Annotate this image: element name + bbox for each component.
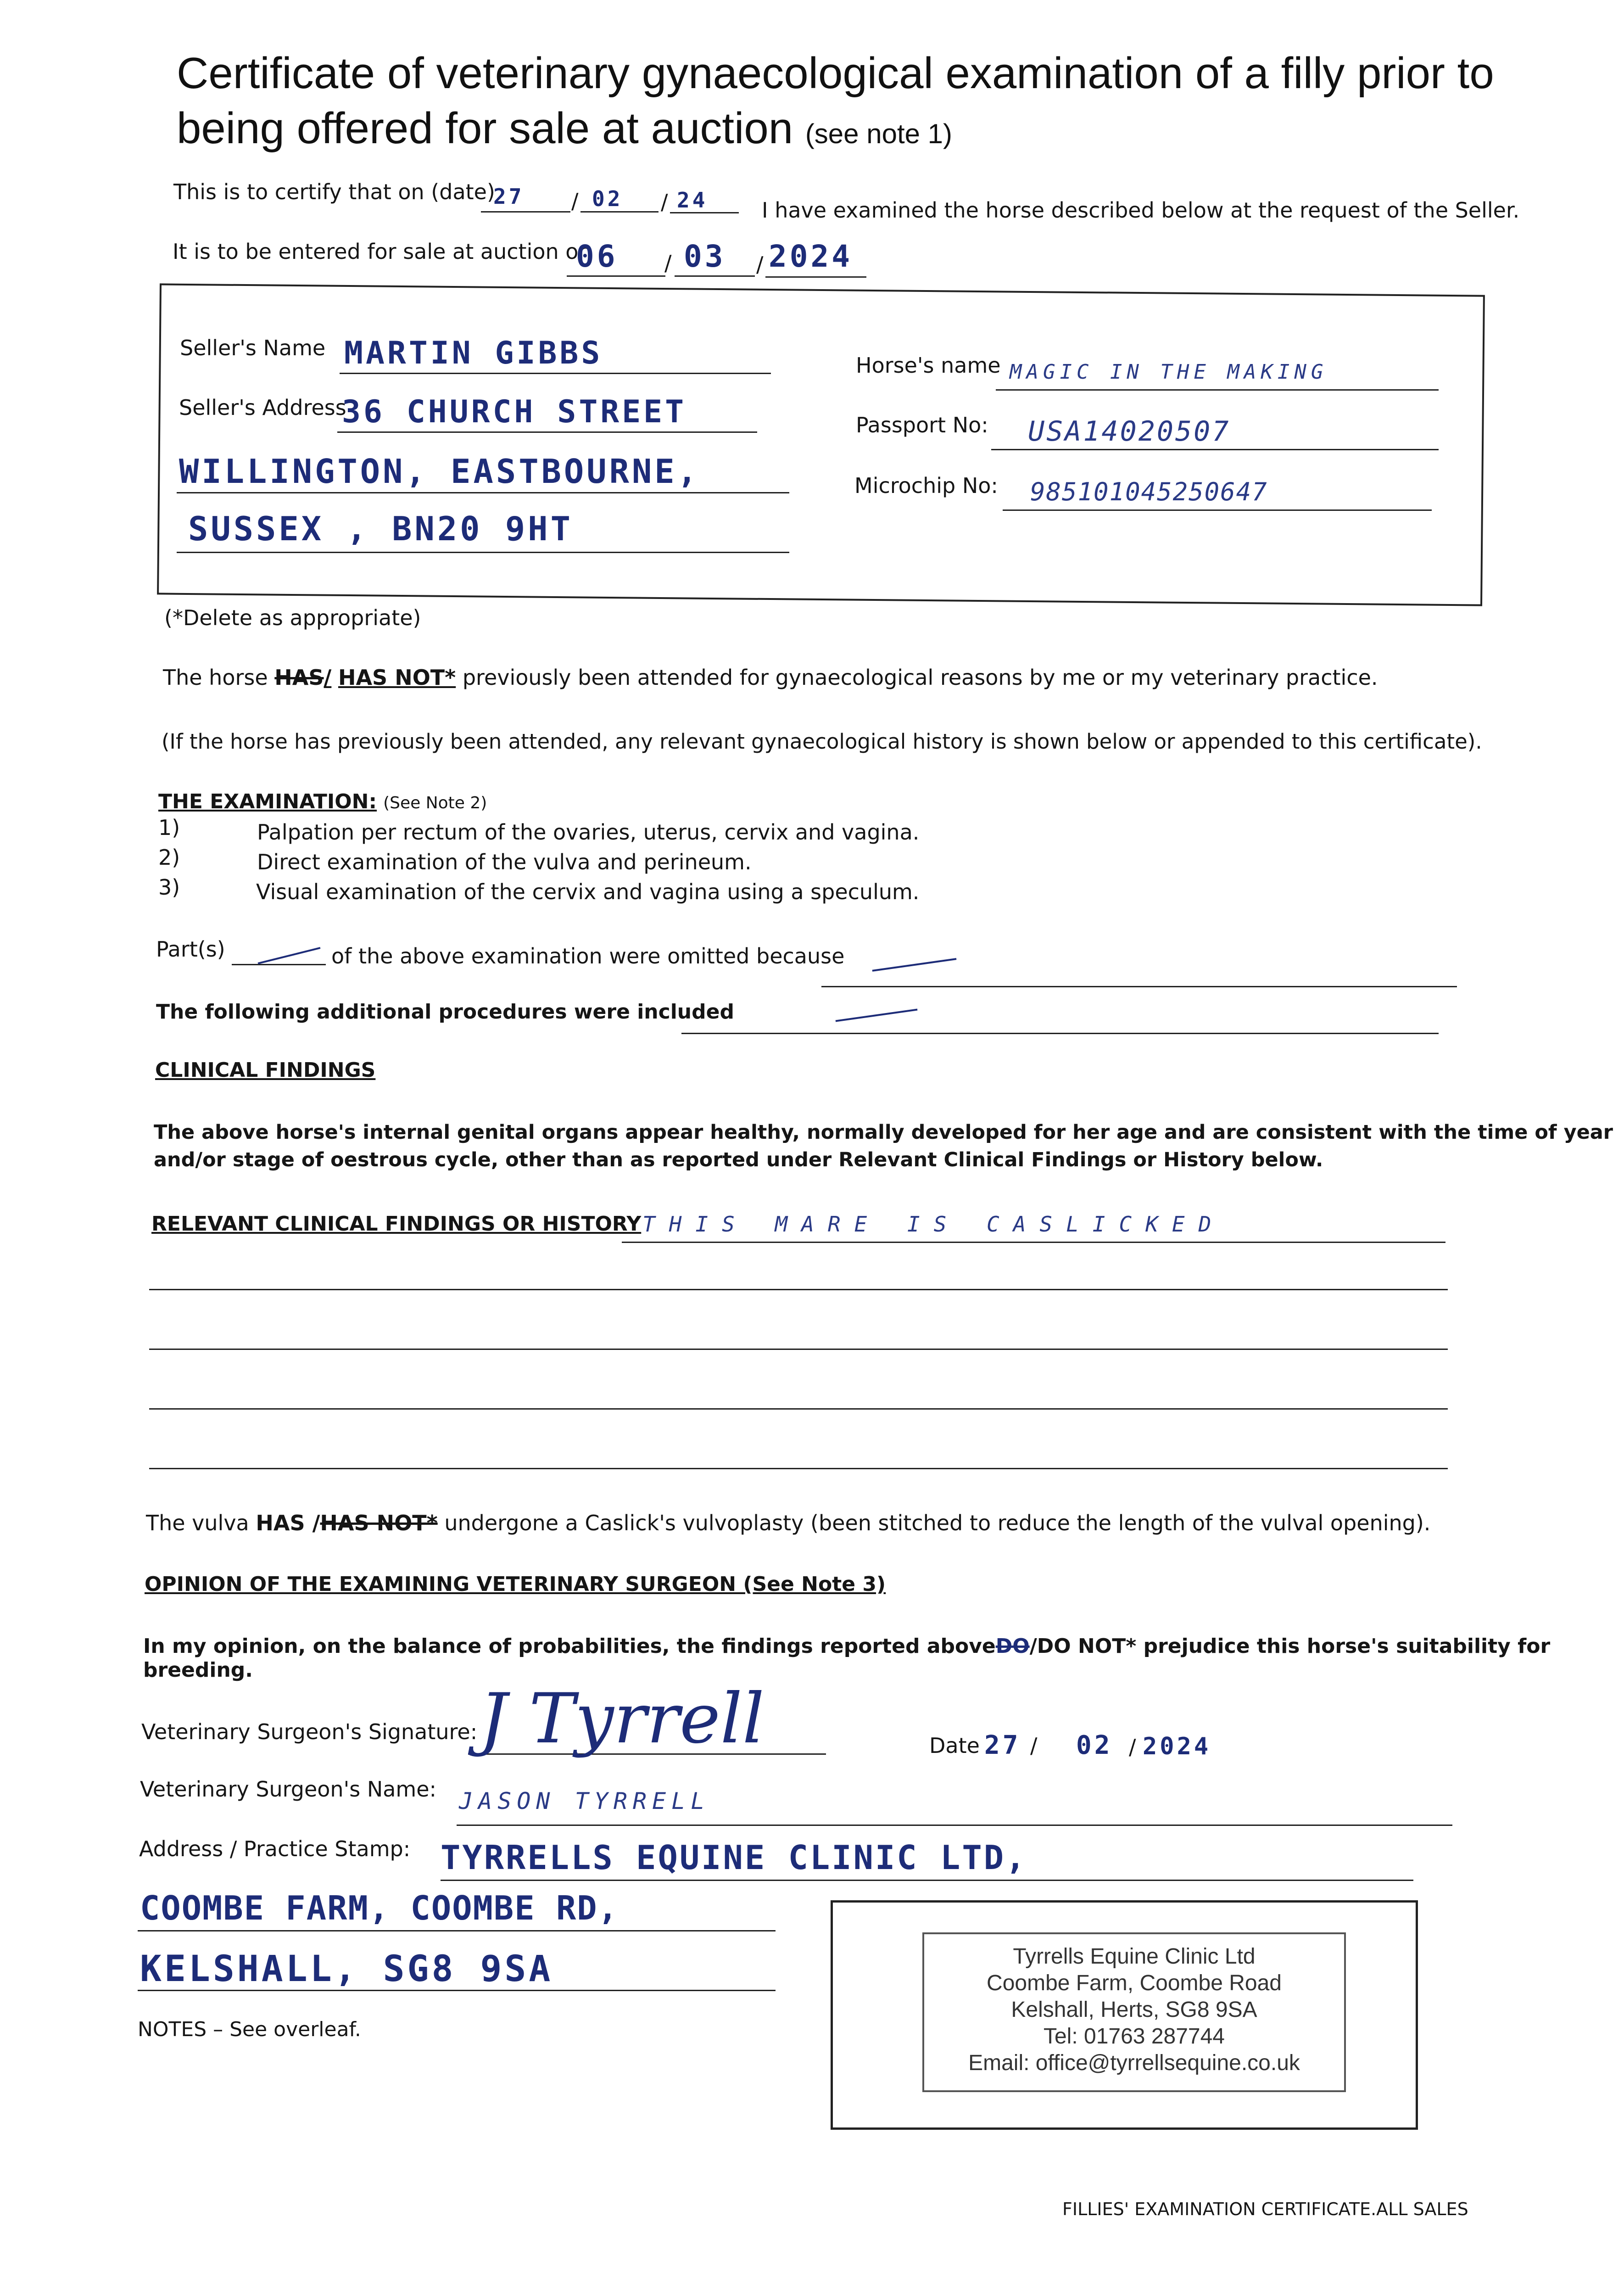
- exam-item-1-text: Palpation per rectum of the ovaries, uterus, cervix and vagina.: [257, 820, 920, 845]
- stamp-line-5: Email: office@tyrrellsequine.co.uk: [968, 2051, 1300, 2075]
- seller-address-line-1: 36 CHURCH STREET: [342, 394, 687, 430]
- attended-has-not: HAS NOT*: [338, 665, 456, 690]
- auction-prefix: It is to be entered for sale at auction on: [173, 239, 592, 264]
- attended-prefix: The horse: [163, 665, 268, 690]
- exam-item-2-num: 2): [158, 845, 180, 870]
- practice-line-1: TYRRELLS EQUINE CLINIC LTD,: [441, 1838, 1027, 1877]
- opinion-prefix: In my opinion, on the balance of probabilities, the findings reported above: [143, 1634, 996, 1658]
- vulva-line: [146, 1510, 1430, 1536]
- horse-name-value: MAGIC IN THE MAKING: [1010, 360, 1328, 384]
- examination-heading: THE EXAMINATION:: [158, 790, 377, 813]
- delete-note: (*Delete as appropriate): [164, 605, 421, 630]
- sign-date-sep-1: /: [1030, 1733, 1038, 1758]
- opinion-line-1: [143, 1634, 1550, 1659]
- history-note: (If the horse has previously been attended, any relevant gynaecological history is shown below or appended to this certificate).: [162, 729, 1482, 754]
- seller-name-label: Seller's Name: [180, 336, 326, 360]
- relevant-line-5: [149, 1468, 1448, 1469]
- vulva-has-not: HAS NOT*: [320, 1511, 438, 1535]
- horse-name-label: Horse's name: [856, 353, 1001, 378]
- sign-date-year: 2024: [1143, 1733, 1211, 1760]
- microchip-value: 985101045250647: [1030, 477, 1268, 506]
- title-note: (see note 1): [805, 118, 953, 149]
- auction-date-month: 03: [684, 239, 726, 274]
- examination-heading-row: [158, 789, 487, 816]
- title-line-2: [177, 103, 952, 159]
- microchip-label: Microchip No:: [854, 473, 998, 498]
- attended-suffix: previously been attended for gynaecological reasons by me or my veterinary practice.: [462, 665, 1378, 690]
- opinion-heading: OPINION OF THE EXAMINING VETERINARY SURGEON (See Note 3): [145, 1573, 886, 1596]
- relevant-label: RELEVANT CLINICAL FINDINGS OR HISTORY: [151, 1212, 642, 1236]
- clinical-text-line-1: The above horse's internal genital organs appear healthy, normally developed for her age and are consistent with the time of year: [154, 1121, 1613, 1144]
- attended-has: HAS: [274, 665, 324, 690]
- seller-name-value: MARTIN GIBBS: [344, 335, 603, 371]
- seller-horse-box: [157, 283, 1485, 606]
- sign-date-day: 27: [984, 1730, 1021, 1760]
- relevant-value: THIS MARE IS CASLICKED: [642, 1212, 1225, 1237]
- auction-date-sep-1: /: [664, 251, 672, 275]
- omitted-prefix: Part(s): [156, 937, 225, 962]
- auction-date-sep-2: /: [756, 252, 764, 277]
- opinion-do: DO: [995, 1634, 1030, 1658]
- signature-label: Veterinary Surgeon's Signature:: [141, 1719, 478, 1744]
- omitted-middle: of the above examination were omitted because: [331, 944, 845, 968]
- seller-address-label: Seller's Address: [179, 395, 346, 420]
- additional-label: The following additional procedures were included: [156, 1000, 734, 1024]
- passport-label: Passport No:: [856, 413, 988, 437]
- stamp-label: Address / Practice Stamp:: [139, 1836, 411, 1861]
- vulva-has: HAS /: [256, 1511, 320, 1535]
- surgeon-name-label: Veterinary Surgeon's Name:: [140, 1777, 437, 1802]
- examination-heading-note: (See Note 2): [383, 794, 487, 812]
- exam-date-month: 02: [592, 186, 623, 211]
- exam-date-day: 27: [493, 184, 525, 209]
- title-line-1: Certificate of veterinary gynaecological examination of a filly prior to: [177, 49, 1494, 98]
- omitted-parts-dash: [258, 947, 321, 964]
- exam-item-1-num: 1): [158, 815, 180, 840]
- attended-line: [163, 665, 1378, 690]
- stamp-line-1: Tyrrells Equine Clinic Ltd: [1013, 1944, 1256, 1969]
- relevant-line-3: [149, 1349, 1448, 1350]
- title-text: being offered for sale at auction: [177, 104, 793, 153]
- exam-item-3-num: 3): [158, 875, 180, 900]
- stamp-line-2: Coombe Farm, Coombe Road: [987, 1971, 1282, 1995]
- vulva-prefix: The vulva: [146, 1511, 249, 1535]
- exam-item-2-text: Direct examination of the vulva and perineum.: [257, 850, 752, 874]
- opinion-suffix: /DO NOT* prejudice this horse's suitability for: [1029, 1634, 1551, 1658]
- seller-address-line-2: WILLINGTON, EASTBOURNE,: [179, 452, 700, 491]
- practice-line-3: KELSHALL, SG8 9SA: [140, 1948, 553, 1990]
- exam-date-sep-2: /: [661, 190, 668, 214]
- date-label: Date: [929, 1733, 980, 1758]
- clinical-text-line-2: and/or stage of oestrous cycle, other than as reported under Relevant Clinical Findings or History below.: [154, 1148, 1323, 1171]
- footer: FILLIES' EXAMINATION CERTIFICATE.ALL SALES: [1062, 2199, 1468, 2219]
- auction-date-day: 06: [576, 239, 618, 274]
- practice-stamp: [922, 1932, 1346, 2092]
- omitted-reason-dash: [872, 958, 957, 972]
- exam-date-sep-1: /: [571, 189, 579, 213]
- attended-sep: /: [324, 665, 332, 690]
- sign-date-sep-2: /: [1129, 1735, 1136, 1759]
- sign-date-month: 02: [1076, 1730, 1113, 1760]
- relevant-line-4: [149, 1408, 1448, 1410]
- certify-suffix: I have examined the horse described below at the request of the Seller.: [762, 198, 1520, 223]
- relevant-line-2: [149, 1289, 1448, 1290]
- notes: NOTES – See overleaf.: [138, 2018, 361, 2041]
- additional-dash: [836, 1008, 918, 1022]
- clinical-heading: CLINICAL FINDINGS: [155, 1058, 376, 1082]
- auction-date-year: 2024: [769, 239, 853, 274]
- surgeon-name-value: JASON TYRRELL: [459, 1788, 710, 1814]
- opinion-line-2: breeding.: [143, 1658, 253, 1682]
- passport-value: USA14020507: [1028, 415, 1231, 448]
- seller-address-line-3: SUSSEX , BN20 9HT: [188, 509, 573, 548]
- vulva-suffix: undergone a Caslick's vulvoplasty (been stitched to reduce the length of the vulval opening).: [444, 1511, 1431, 1535]
- practice-line-2: COOMBE FARM, COOMBE RD,: [140, 1889, 619, 1927]
- exam-item-3-text: Visual examination of the cervix and vagina using a speculum.: [256, 879, 920, 904]
- exam-date-year: 24: [677, 188, 708, 213]
- certify-prefix: This is to certify that on (date): [173, 179, 495, 204]
- stamp-line-4: Tel: 01763 287744: [1043, 2024, 1225, 2049]
- stamp-line-3: Kelshall, Herts, SG8 9SA: [1011, 1998, 1257, 2022]
- signature: J Tyrrell: [480, 1679, 765, 1759]
